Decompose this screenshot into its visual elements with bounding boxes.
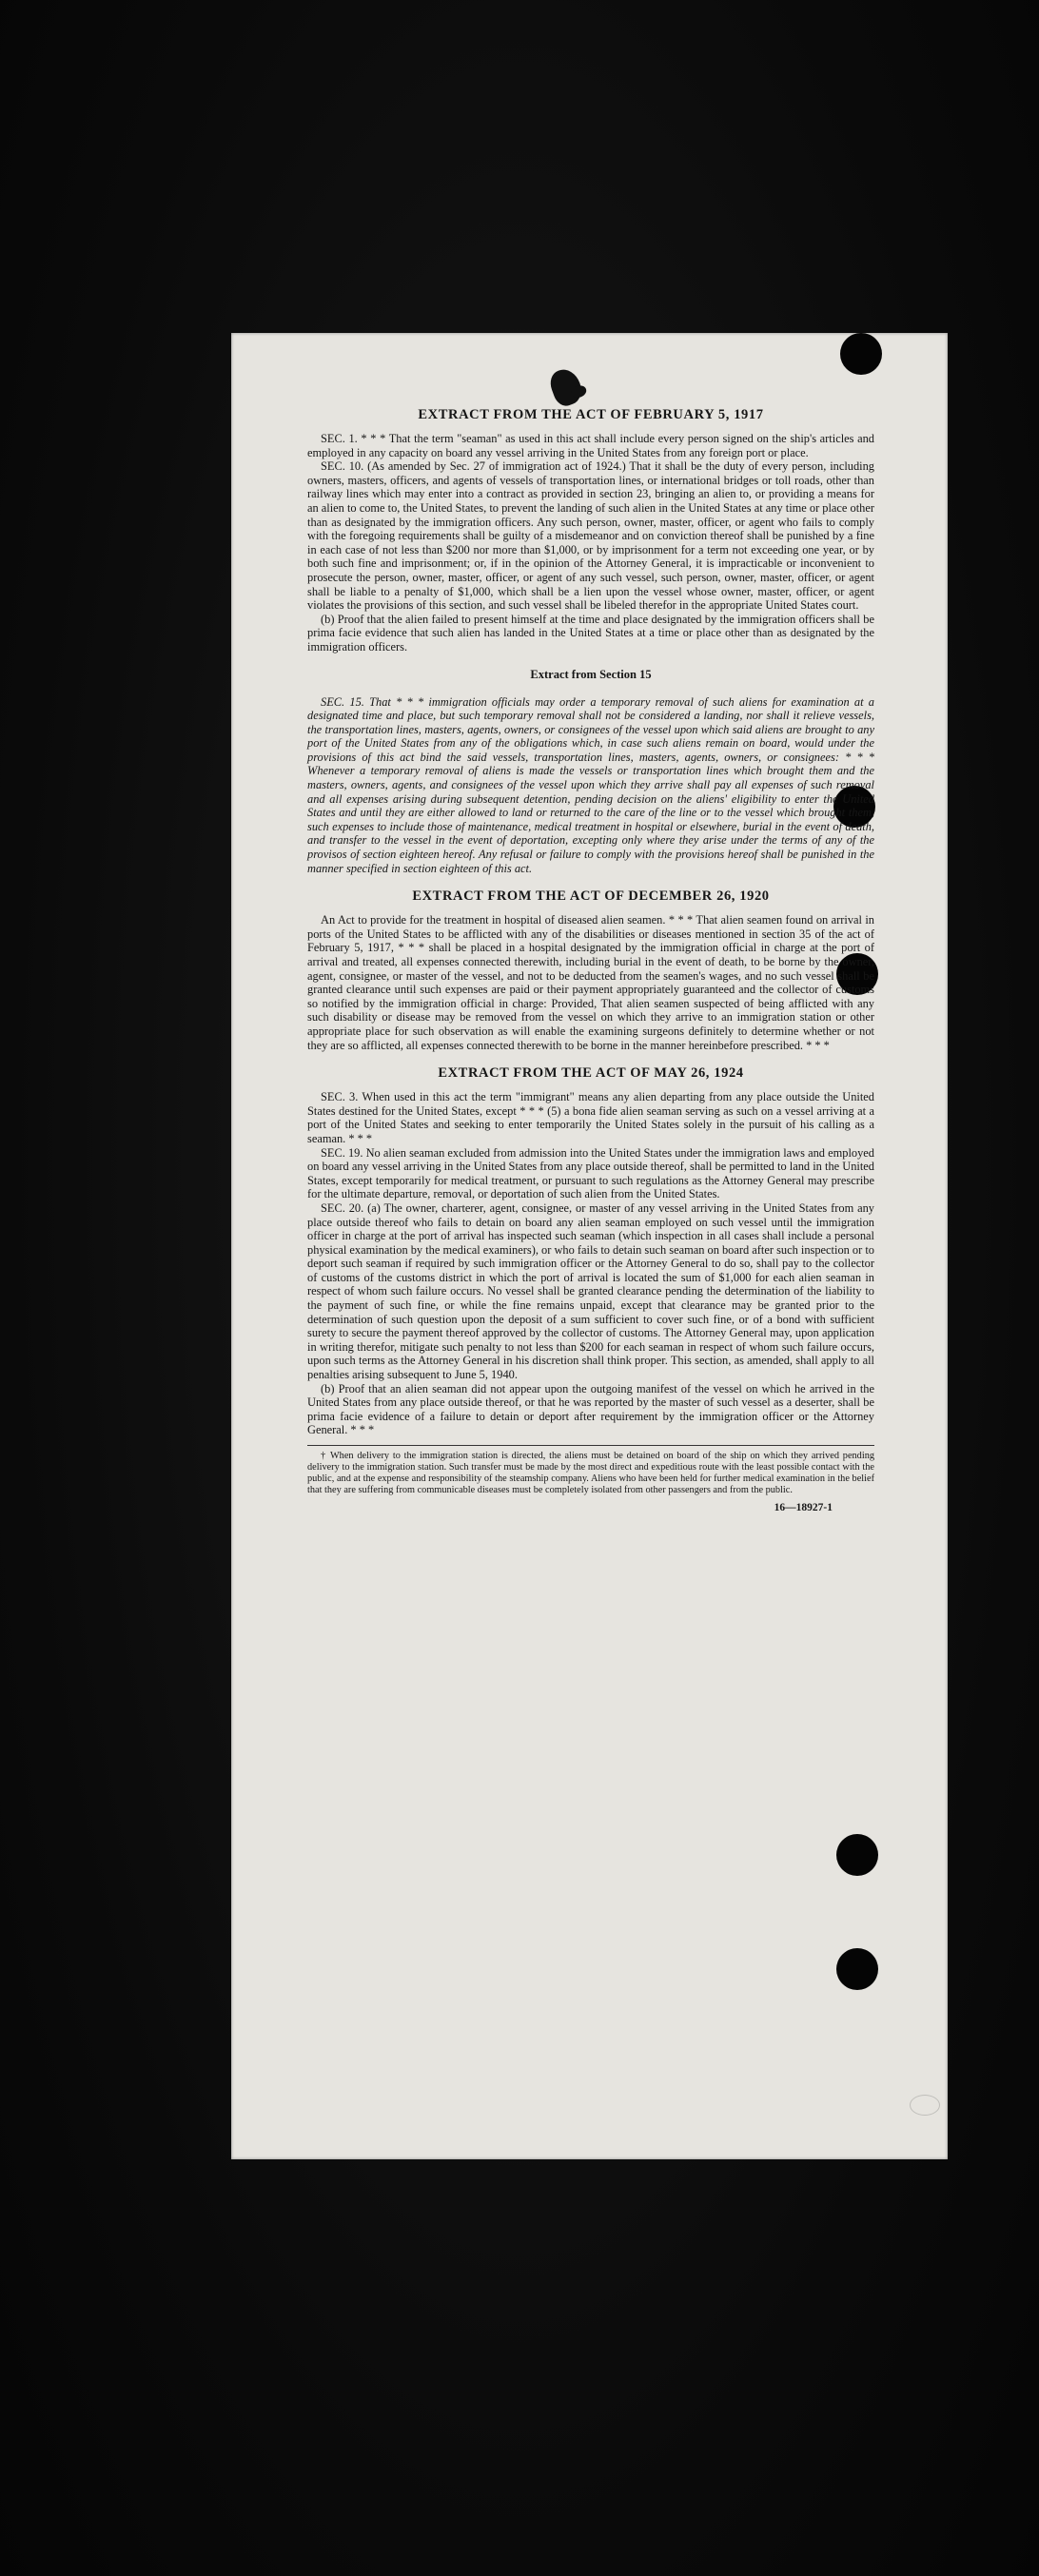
heading-act-1924: EXTRACT FROM THE ACT OF MAY 26, 1924: [438, 1065, 744, 1082]
heading-act-1920: EXTRACT FROM THE ACT OF DECEMBER 26, 1920: [412, 888, 770, 905]
heading-section-15: Extract from Section 15: [530, 667, 652, 681]
footnote-rule: [307, 1445, 874, 1446]
paragraph-sec-19: SEC. 19. No alien seaman excluded from admission into the United States under the immigration laws and employed on board any vessel arriving in the United States from any place outside thereof, shall be permitted to land in the United States, except temporarily for medical treatment, or pursuant to such regulations as the Attorney General may prescribe for the ultimate departure, removal, or deportation of such alien from the United States.: [307, 1145, 874, 1201]
paragraph-sec-10b: (b) Proof that the alien failed to present himself at the time and place designated by the immigration officers shall be prima facie evidence that such alien has landed in the United States at a time or place other than as designated by the immigration officers.: [307, 612, 874, 654]
form-number: 16—18927-1: [774, 1502, 833, 1513]
document-page: [231, 333, 948, 2159]
paragraph-sec-15: SEC. 15. That * * * immigration officials may order a temporary removal of such aliens for examination at a designated time and place, but such temporary removal shall not be considered a landing, nor shall it relieve vessels, the transportation lines, masters, agents, owners, or consignees of the vessel upon which said aliens are brought to any port of the United States from any of the obligations which, in case such aliens remain on board, would under the provisions of this act bind the said vessels, transportation lines, masters, agents, owners, or consignees: * * * Whenever a temporary removal of aliens is made the vessels or transportation lines which brought them and the masters, owners, agents, and consignees of the vessel upon which they arrive shall pay all expenses of such removal and all expenses arising during subsequent detention, pending decision on the aliens' eligibility to enter the United States and until they are either allowed to land or returned to the care of the line or to the vessel which brought them, such expenses to include those of maintenance, medical treatment in hospital or elsewhere, burial in the event of death, and transfer to the vessel in the event of deportation, excepting only where they arise under the terms of any of the provisos of section eighteen hereof. Any refusal or failure to comply with the provisions hereof shall be punished in the manner specified in section eighteen of this act.: [307, 694, 874, 875]
document-text: [307, 407, 874, 1513]
stain-mark: [910, 2095, 940, 2116]
paragraph-sec-20b: (b) Proof that an alien seaman did not appear upon the outgoing manifest of the vessel on which he arrived in the United States from any place outside thereof, or that he was reported by the master of such vessel as a deserter, shall be prima facie evidence of a failure to detain or deport after requirement by the immigration officer or the Attorney General. * * *: [307, 1381, 874, 1437]
paragraph-sec-1: SEC. 1. * * * That the term "seaman" as used in this act shall include every person signed on the ship's articles and employed in any capacity on board any vessel arriving in the United States from any foreign port or place.: [307, 432, 874, 459]
punch-hole-4: [836, 1948, 878, 1990]
paragraph-sec-3: SEC. 3. When used in this act the term "immigrant" means any alien departing from any place outside the United States destined for the United States, except * * * (5) a bona fide alien seaman serving as such on a vessel arriving at a port of the United States and seeking to enter temporarily the United States solely in the pursuit of his calling as a seaman. * * *: [307, 1090, 874, 1145]
punch-hole-3: [836, 1834, 878, 1876]
footnote: † When delivery to the immigration station is directed, the aliens must be detained on board of the ship on which they arrived pending delivery to the immigration station. Such transfer must be made by the most direct and expeditious route with the least possible contact with the public, and at the expense and responsibility of the steamship company. Aliens who have been held for further medical examination in the belief that they are suffering from communicable diseases must be completely isolated from other passengers and from the public.: [307, 1451, 874, 1495]
heading-act-1917: EXTRACT FROM THE ACT OF FEBRUARY 5, 1917: [418, 407, 764, 422]
paragraph-sec-10: SEC. 10. (As amended by Sec. 27 of immigration act of 1924.) That it shall be the duty of every person, including owners, masters, officers, and agents of vessels of transportation lines, or international bridges or toll roads, other than railway lines which may enter into a contract as provided in section 23, bringing an alien to, or providing a means for an alien to come to, the United States, to prevent the landing of such alien in the United States at any time or place other than as designated by the immigration officers. Any such person, owner, master, officer, or agent who fails to comply with the foregoing requirements shall be guilty of a misdemeanor and on conviction thereof shall be punished by a fine in each case of not less than $200 nor more than $1,000, or by imprisonment for a term not exceeding one year, or by both such fine and imprisonment; or, if in the opinion of the Attorney General, it is impracticable or inconvenient to prosecute the person, owner, master, officer, or agent of any such vessel, such person, owner, master, officer, or agent shall be liable to a penalty of $1,000, which shall be a lien upon the vessel whose owner, master, officer, or agent violates the provisions of this section, and such vessel shall be libeled therefor in the appropriate United States court.: [307, 459, 874, 613]
ink-blot: [546, 365, 585, 409]
paragraph-sec-20a: SEC. 20. (a) The owner, charterer, agent, consignee, or master of any vessel arriving in the United States from any place outside thereof who fails to detain on board any alien seaman employed on such vessel until the immigration officer in charge at the port of arrival has inspected such seaman (which inspection in all cases shall include a personal physical examination by the medical examiners), or who fails to detain such seaman on board after such inspection or to deport such seaman if required by such immigration officer or the Attorney General to do so, shall pay to the collector of customs of the customs district in which the port of arrival is located the sum of $1,000 for each alien seaman in respect of whom such failure occurs. No vessel shall be granted clearance pending the determination of the liability to the payment of such fine, or while the fine remains unpaid, except that clearance may be granted prior to the determination of such question upon the deposit of a sum sufficient to cover such fine, or of a bond with sufficient surety to secure the payment thereof approved by the collector of customs. The Attorney General may, upon application in writing therefor, mitigate such penalty to not less than $200 for each seaman in respect of whom such failure occurs, upon such terms as the Attorney General in his discretion shall think proper. This section, as amended, shall apply to all penalties arising subsequent to June 5, 1940.: [307, 1200, 874, 1382]
punch-hole-top: [840, 333, 882, 375]
paragraph-act-1920: An Act to provide for the treatment in hospital of diseased alien seamen. * * * That alien seamen found on arrival in ports of the United States to be afflicted with any of the disabilities or diseases mentioned in section 35 of the act of February 5, 1917, * * * shall be placed in a hospital designated by the immigration official in charge at the port of arrival and treated, all expenses connected therewith, including burial in the event of death, to be borne by the owner, agent, consignee, or master of the vessel, and not to be deducted from the seamen's wages, and no such vessel shall be granted clearance until such expenses are paid or their payment appropriately guaranteed and the collector of customs so notified by the immigration official in charge: Provided, That alien seamen suspected of being afflicted with any such disability or disease may be removed from the vessel on which they arrive to an immigration station or other appropriate place for such observation as will enable the examining surgeons definitely to determine whether or not they are so afflicted, all expenses connected therewith to be borne in the manner hereinbefore prescribed. * * *: [307, 913, 874, 1052]
